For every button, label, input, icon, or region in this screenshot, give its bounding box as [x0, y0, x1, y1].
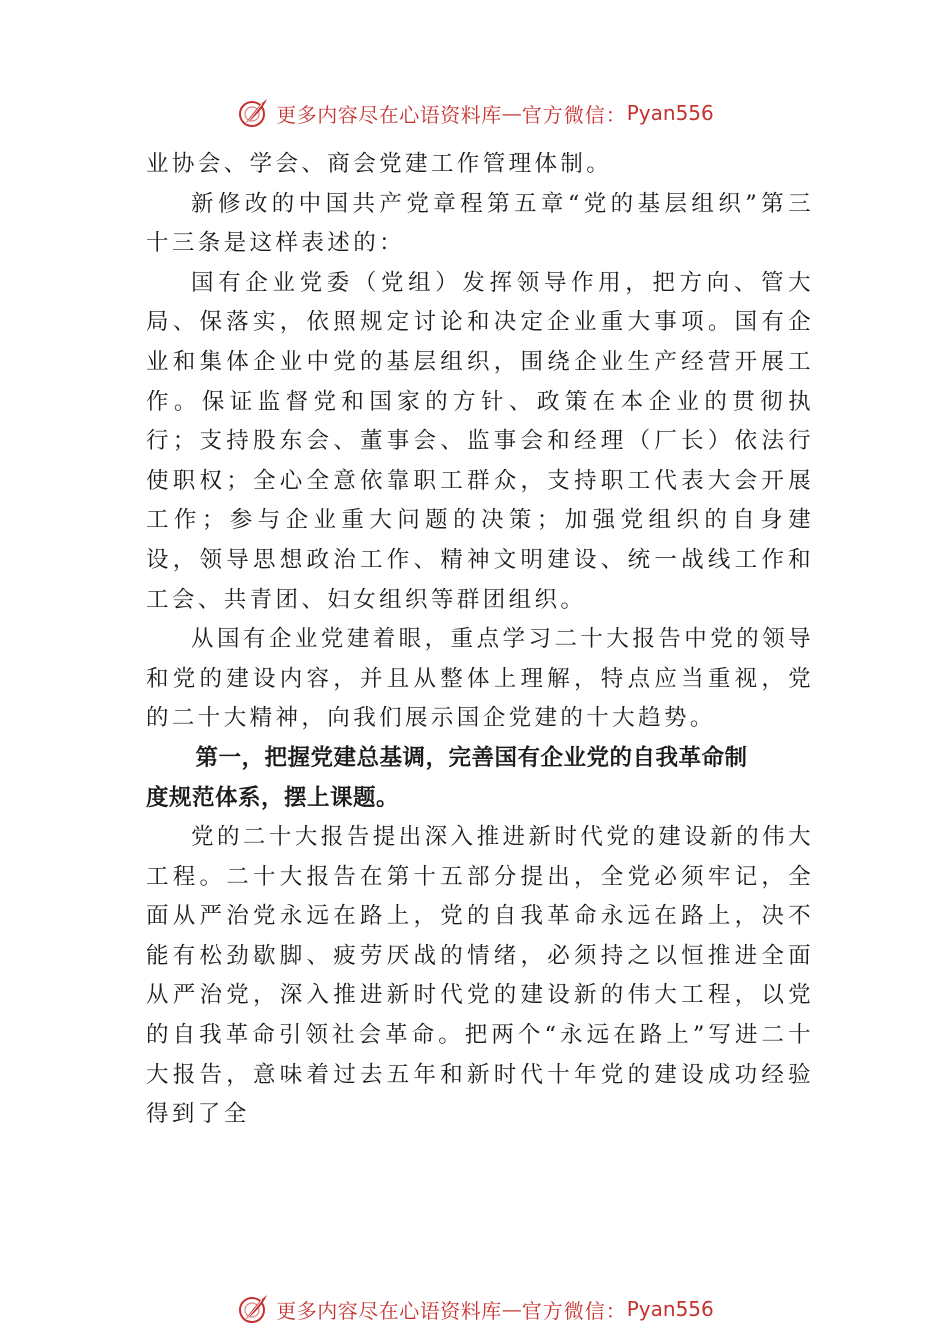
watermark-library-name: 更多内容尽在心语资料库 [276, 102, 502, 127]
paragraph-charter-quote: 国有企业党委（党组）发挥领导作用，把方向、管大局、保落实，依照规定讨论和决定企业重大事项。国有企业和集体企业中党的基层组织，围绕企业生产经营开展工作。保证监督党和国家的方针、政策在本企业的贯彻执行；支持股东会、董事会、监事会和经理（厂长）依法行使职权；全心全意依靠职工群众，支持职工代表大会开展工作；参与企业重大问题的决策；加强党组织的自身建设，领导思想政治工作、精神文明建设、统一战线工作和工会、共青团、妇女组织等群团组织。 [146, 269, 814, 613]
feather-quill-logo-icon [236, 1292, 270, 1326]
document-body [146, 145, 814, 1135]
footer-watermark [0, 1289, 950, 1329]
paragraph-continuation: 业协会、学会、商会党建工作管理体制。 [146, 151, 613, 177]
watermark-wechat-label: 官方微信： [521, 1298, 627, 1323]
header-watermark [0, 93, 950, 133]
paragraph-trends-intro: 从国有企业党建着眼，重点学习二十大报告中党的领导和党的建设内容，并且从整体上理解，特点应当重视，党的二十大精神，向我们展示国企党建的十大趋势。 [146, 626, 814, 732]
watermark-separator: — [501, 1297, 522, 1321]
watermark-wechat-id: Pyan556 [626, 101, 714, 125]
watermark-separator: — [501, 101, 522, 125]
watermark-wechat-label: 官方微信： [521, 102, 627, 127]
section-heading-first: 第一，把握党建总基调，完善国有企业党的自我革命制度规范体系，摆上课题。 [146, 744, 748, 811]
watermark-wechat-id: Pyan556 [626, 1297, 714, 1321]
paragraph-charter-intro: 新修改的中国共产党章程第五章“党的基层组织”第三十三条是这样表述的： [146, 190, 814, 257]
watermark-library-name: 更多内容尽在心语资料库 [276, 1298, 502, 1323]
feather-quill-logo-icon [236, 96, 270, 130]
paragraph-first-section: 党的二十大报告提出深入推进新时代党的建设新的伟大工程。二十大报告在第十五部分提出，全党必须牢记，全面从严治党永远在路上，党的自我革命永远在路上，决不能有松劲歇脚、疲劳厌战的情绪，必须持之以恒推进全面从严治党，深入推进新时代党的建设新的伟大工程，以党的自我革命引领社会革命。把两个“永远在路上”写进二十大报告，意味着过去五年和新时代十年党的建设成功经验得到了全 [146, 824, 814, 1128]
